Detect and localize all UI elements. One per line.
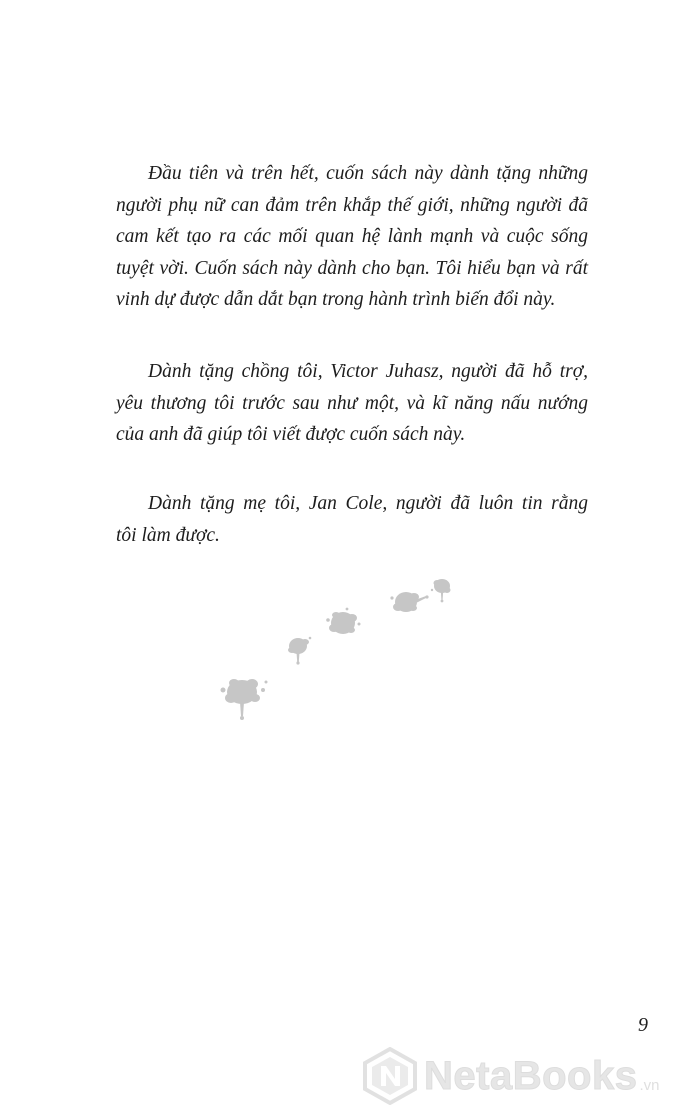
ink-blot bbox=[390, 592, 428, 612]
text-line: Dành tặng chồng tôi, Victor Juhasz, người đã hỗ trợ, bbox=[148, 361, 588, 382]
ink-blot bbox=[326, 608, 360, 634]
watermark bbox=[362, 1046, 692, 1106]
text-line: của anh đã giúp tôi viết được cuốn sách này. bbox=[116, 424, 466, 445]
text-line: Dành tặng mẹ tôi, Jan Cole, người đã luôn tin rằng bbox=[148, 493, 588, 514]
text-line: yêu thương tôi trước sau như một, và kĩ năng nấu nướng bbox=[116, 392, 588, 414]
ink-blot bbox=[288, 637, 311, 665]
text-line: Đầu tiên và trên hết, cuốn sách này dành tặng những bbox=[148, 163, 588, 184]
dedication-paragraph-mother bbox=[116, 488, 588, 551]
text-line: tôi làm được. bbox=[116, 524, 220, 546]
ink-splatter-icon bbox=[210, 570, 470, 720]
text-line: tuyệt vời. Cuốn sách này dành cho bạn. Tôi hiểu bạn và rất bbox=[116, 257, 588, 279]
netabooks-logo-icon bbox=[362, 1047, 418, 1105]
ink-blot bbox=[221, 679, 268, 720]
text-line: cam kết tạo ra các mối quan hệ lành mạnh và cuộc sống bbox=[116, 226, 588, 247]
text-line: người phụ nữ can đảm trên khắp thế giới, những người đã bbox=[116, 194, 588, 216]
dedication-paragraph-readers bbox=[116, 158, 588, 316]
text-line: vinh dự được dẫn dắt bạn trong hành trình biến đổi này. bbox=[116, 289, 556, 310]
dedication-paragraph-husband bbox=[116, 356, 588, 451]
watermark-domain-suffix: .vn bbox=[639, 1076, 660, 1094]
ink-blot bbox=[431, 579, 451, 602]
page-number: 9 bbox=[638, 1014, 648, 1036]
watermark-brand-text: NetaBooks bbox=[424, 1053, 638, 1098]
